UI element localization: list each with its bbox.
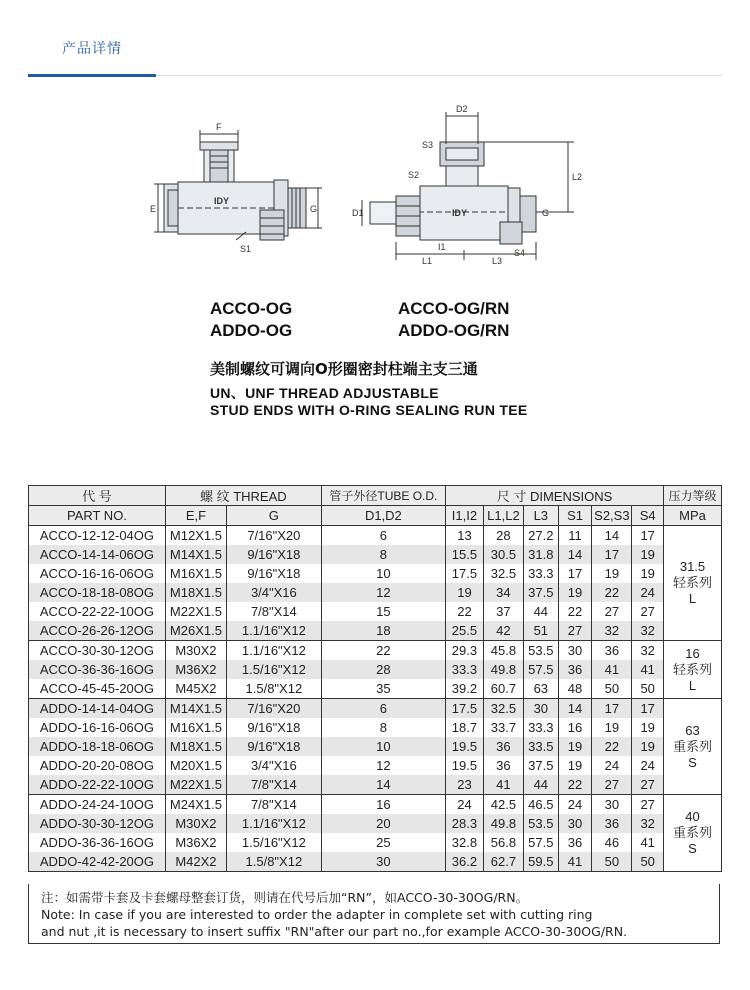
table-cell: 41 [592, 660, 632, 679]
table-cell: ADDO-22-22-10OG [29, 775, 166, 795]
table-cell: 41 [558, 852, 592, 872]
table-cell: 17.5 [446, 699, 484, 719]
col-subheader: D1,D2 [321, 506, 445, 526]
table-cell: ACCO-26-26-12OG [29, 621, 166, 641]
table-subheader-row [29, 506, 722, 526]
table-cell: 42.5 [483, 795, 523, 815]
table-cell: M26X1.5 [165, 621, 226, 641]
table-cell: 59.5 [523, 852, 558, 872]
col-subheader: G [226, 506, 321, 526]
table-cell: 33.7 [483, 718, 523, 737]
table-cell: 50 [632, 852, 664, 872]
table-cell: 31.8 [523, 545, 558, 564]
table-cell: 1.5/8"X12 [226, 679, 321, 699]
table-cell: 20 [321, 814, 445, 833]
table-cell: 60.7 [483, 679, 523, 699]
table-cell: 14 [321, 775, 445, 795]
table-cell: 27.2 [523, 526, 558, 546]
table-cell: ACCO-30-30-12OG [29, 641, 166, 661]
table-cell: 62.7 [483, 852, 523, 872]
table-cell: 16 [558, 718, 592, 737]
table-cell: 34 [483, 583, 523, 602]
table-cell: 53.5 [523, 641, 558, 661]
table-cell: 57.5 [523, 833, 558, 852]
product-title-en-line1: UN、UNF THREAD ADJUSTABLE [210, 385, 439, 401]
table-cell: 28 [321, 660, 445, 679]
dim-i1-label: I1 [438, 242, 446, 252]
table-cell: 9/16"X18 [226, 718, 321, 737]
table-cell: 37.5 [523, 756, 558, 775]
table-cell: 44 [523, 775, 558, 795]
table-cell: 36 [558, 660, 592, 679]
brand-mark: IDY [214, 196, 230, 206]
table-cell: 42 [483, 621, 523, 641]
page-title: 产品详情 [62, 41, 122, 57]
table-cell: 24 [558, 795, 592, 815]
table-cell: 19 [558, 737, 592, 756]
dim-l2-label: L2 [572, 172, 583, 182]
table-cell: 9/16"X18 [226, 737, 321, 756]
table-cell: 36 [483, 737, 523, 756]
pressure-line: 40 [685, 809, 700, 824]
table-cell: 15 [321, 602, 445, 621]
drawing-left [150, 120, 340, 270]
table-cell: 49.8 [483, 814, 523, 833]
table-cell: 25.5 [446, 621, 484, 641]
pressure-line: 轻系列 [673, 661, 713, 677]
table-cell: 1.1/16"X12 [226, 641, 321, 661]
col-header-pressure: 压力等级 [664, 486, 722, 506]
table-cell: 27 [632, 775, 664, 795]
table-cell: 8 [321, 718, 445, 737]
table-cell: 7/16"X20 [226, 526, 321, 546]
pressure-cell [664, 699, 722, 795]
col-subheader: I1,I2 [446, 506, 484, 526]
table-cell: 19 [632, 718, 664, 737]
pressure-line: 16 [685, 645, 700, 661]
table-cell: 32 [632, 814, 664, 833]
table-cell: 22 [592, 737, 632, 756]
table-cell: 19 [632, 737, 664, 756]
table-cell: 19 [592, 564, 632, 583]
table-cell: 16 [321, 795, 445, 815]
table-cell: 8 [321, 545, 445, 564]
col-header-dimensions: 尺 寸 DIMENSIONS [446, 486, 664, 506]
table-cell: 33.5 [523, 737, 558, 756]
table-cell: M14X1.5 [165, 699, 226, 719]
page-header [0, 0, 750, 80]
table-cell: 35 [321, 679, 445, 699]
table-cell: 7/8"X14 [226, 602, 321, 621]
header-accent-bar [28, 74, 156, 77]
model-names-right [398, 298, 509, 342]
table-cell: 27 [632, 795, 664, 815]
table-cell: 36 [483, 756, 523, 775]
table-cell: ADDO-24-24-10OG [29, 795, 166, 815]
dim-f-label: F [216, 122, 222, 132]
table-cell: 50 [592, 852, 632, 872]
table-cell: 7/8"X14 [226, 795, 321, 815]
table-cell: 19.5 [446, 737, 484, 756]
table-cell: 27 [592, 602, 632, 621]
pressure-cell [664, 795, 722, 872]
col-subheader: S4 [632, 506, 664, 526]
product-title-cn: 美制螺纹可调向O形圈密封柱端主支三通 [210, 360, 478, 378]
table-row [29, 852, 722, 872]
dim-s3-label: S3 [422, 140, 434, 150]
table-cell: 33.3 [446, 660, 484, 679]
product-title-en-line2: STUD ENDS WITH O-RING SEALING RUN TEE [210, 402, 528, 418]
drawing-right [352, 104, 584, 268]
table-cell: M20X1.5 [165, 756, 226, 775]
table-row [29, 699, 722, 719]
table-cell: 19 [632, 564, 664, 583]
table-row [29, 679, 722, 699]
dim-g-label-right: G [542, 208, 550, 218]
dim-l3-label: L3 [492, 256, 503, 266]
brand-mark-right: IDY [452, 208, 468, 218]
dim-l1-label: L1 [422, 256, 433, 266]
dim-d1-label: D1 [352, 208, 364, 218]
table-cell: ACCO-22-22-10OG [29, 602, 166, 621]
table-cell: 39.2 [446, 679, 484, 699]
pressure-line: S [688, 841, 697, 856]
table-cell: 7/16"X20 [226, 699, 321, 719]
model-names-left [210, 298, 292, 342]
spec-table [28, 485, 722, 872]
table-row [29, 756, 722, 775]
table-cell: 25 [321, 833, 445, 852]
table-cell: 17.5 [446, 564, 484, 583]
table-cell: 41 [632, 660, 664, 679]
table-cell: 49.8 [483, 660, 523, 679]
table-row [29, 526, 722, 546]
table-cell: 28 [483, 526, 523, 546]
table-row [29, 545, 722, 564]
col-header-code: 代 号 [29, 486, 166, 506]
table-cell: 37 [483, 602, 523, 621]
table-cell: M30X2 [165, 641, 226, 661]
table-cell: ACCO-36-36-16OG [29, 660, 166, 679]
table-cell: 27 [632, 602, 664, 621]
pressure-line: S [688, 754, 697, 770]
pressure-line: 轻系列 [673, 575, 713, 590]
table-cell: M36X2 [165, 660, 226, 679]
table-cell: 30 [321, 852, 445, 872]
table-cell: 32.5 [483, 699, 523, 719]
table-cell: 30 [523, 699, 558, 719]
dim-s4-label: S4 [514, 248, 526, 258]
col-subheader: PART NO. [29, 506, 166, 526]
table-row [29, 641, 722, 661]
table-cell: 32 [592, 621, 632, 641]
table-cell: 56.8 [483, 833, 523, 852]
table-cell: M24X1.5 [165, 795, 226, 815]
table-row [29, 583, 722, 602]
table-cell: ACCO-18-18-08OG [29, 583, 166, 602]
table-cell: 1.1/16"X12 [226, 814, 321, 833]
pressure-line: 31.5 [679, 559, 706, 574]
table-cell: ACCO-12-12-04OG [29, 526, 166, 546]
dim-s1-label: S1 [240, 244, 252, 254]
table-cell: 17 [558, 564, 592, 583]
model-name: ACCO-OG [210, 299, 293, 318]
table-cell: 50 [632, 679, 664, 699]
table-cell: 17 [592, 699, 632, 719]
table-cell: 11 [558, 526, 592, 546]
table-cell: 23 [446, 775, 484, 795]
table-cell: 19 [592, 718, 632, 737]
table-cell: 17 [632, 526, 664, 546]
table-cell: 41 [632, 833, 664, 852]
table-cell: 30 [558, 641, 592, 661]
col-subheader: E,F [165, 506, 226, 526]
pressure-cell [664, 641, 722, 699]
pressure-line: 63 [685, 722, 700, 738]
col-header-tube: 管子外径TUBE O.D. [321, 486, 445, 506]
pressure-line: 重系列 [673, 738, 713, 754]
table-cell: 14 [558, 699, 592, 719]
table-row [29, 775, 722, 795]
pressure-cell [664, 526, 722, 641]
model-name: ACCO-OG/RN [398, 299, 510, 318]
table-cell: 36 [558, 833, 592, 852]
table-cell: 17 [632, 699, 664, 719]
table-cell: 46 [592, 833, 632, 852]
table-cell: 33.3 [523, 718, 558, 737]
table-cell: ADDO-20-20-08OG [29, 756, 166, 775]
table-cell: 9/16"X18 [226, 564, 321, 583]
model-name: ADDO-OG/RN [398, 321, 510, 340]
table-cell: M16X1.5 [165, 718, 226, 737]
table-cell: ACCO-14-14-06OG [29, 545, 166, 564]
table-cell: M18X1.5 [165, 583, 226, 602]
dim-e-label: E [150, 204, 157, 214]
dim-s2-label: S2 [408, 170, 420, 180]
table-cell: 32 [632, 641, 664, 661]
note-en-line2: and nut ,it is necessary to insert suffix "RN"after our part no.,for example ACCO-30-30OG/RN. [41, 924, 628, 939]
dim-g-label: G [310, 204, 318, 214]
table-cell: 19 [632, 545, 664, 564]
col-header-thread: 螺 纹 THREAD [165, 486, 321, 506]
table-cell: ACCO-16-16-06OG [29, 564, 166, 583]
pressure-line: 重系列 [673, 825, 713, 840]
table-cell: ADDO-16-16-06OG [29, 718, 166, 737]
table-header-row [29, 486, 722, 506]
table-cell: 28.3 [446, 814, 484, 833]
table-cell: 36.2 [446, 852, 484, 872]
table-cell: 22 [558, 775, 592, 795]
table-cell: 14 [592, 526, 632, 546]
col-subheader: S2,S3 [592, 506, 632, 526]
table-cell: M42X2 [165, 852, 226, 872]
table-cell: ADDO-36-36-16OG [29, 833, 166, 852]
table-cell: 18.7 [446, 718, 484, 737]
table-cell: 19 [558, 583, 592, 602]
table-cell: 33.3 [523, 564, 558, 583]
table-cell: 27 [558, 621, 592, 641]
table-row [29, 718, 722, 737]
table-cell: 24 [592, 756, 632, 775]
table-cell: 18 [321, 621, 445, 641]
table-cell: ADDO-30-30-12OG [29, 814, 166, 833]
table-cell: 30 [592, 795, 632, 815]
table-cell: 29.3 [446, 641, 484, 661]
table-row [29, 795, 722, 815]
table-row [29, 602, 722, 621]
table-cell: ADDO-42-42-20OG [29, 852, 166, 872]
table-row [29, 833, 722, 852]
table-cell: 1.5/16"X12 [226, 833, 321, 852]
table-cell: 10 [321, 564, 445, 583]
table-cell: 22 [558, 602, 592, 621]
table-cell: 1.5/8"X12 [226, 852, 321, 872]
table-cell: 9/16"X18 [226, 545, 321, 564]
table-row [29, 660, 722, 679]
table-cell: 46.5 [523, 795, 558, 815]
table-cell: M22X1.5 [165, 775, 226, 795]
table-cell: 27 [592, 775, 632, 795]
col-subheader: S1 [558, 506, 592, 526]
table-cell: 19.5 [446, 756, 484, 775]
table-cell: 7/8"X14 [226, 775, 321, 795]
table-cell: M36X2 [165, 833, 226, 852]
dim-d2-label: D2 [456, 104, 468, 114]
table-cell: M12X1.5 [165, 526, 226, 546]
col-subheader: MPa [664, 506, 722, 526]
table-cell: M18X1.5 [165, 737, 226, 756]
table-cell: 30 [558, 814, 592, 833]
table-cell: 12 [321, 756, 445, 775]
table-cell: 53.5 [523, 814, 558, 833]
table-cell: M14X1.5 [165, 545, 226, 564]
table-cell: 48 [558, 679, 592, 699]
table-cell: 24 [632, 756, 664, 775]
table-cell: 14 [558, 545, 592, 564]
table-cell: 22 [592, 583, 632, 602]
table-cell: M45X2 [165, 679, 226, 699]
model-name: ADDO-OG [210, 321, 293, 340]
table-body [29, 526, 722, 872]
table-cell: 32.5 [483, 564, 523, 583]
table-cell: 41 [483, 775, 523, 795]
note-en-line1: Note: In case if you are interested to order the adapter in complete set with cutting ring [41, 907, 593, 922]
table-row [29, 564, 722, 583]
table-cell: 10 [321, 737, 445, 756]
note-cn: 注：如需带卡套及卡套螺母整套订货，则请在代号后加“RN”，如ACCO-30-30OG/RN。 [41, 890, 529, 905]
table-cell: 32.8 [446, 833, 484, 852]
table-cell: 30.5 [483, 545, 523, 564]
table-cell: 51 [523, 621, 558, 641]
table-cell: 36 [592, 814, 632, 833]
pressure-line: L [688, 591, 697, 606]
table-cell: ADDO-18-18-06OG [29, 737, 166, 756]
table-cell: 50 [592, 679, 632, 699]
table-cell: 19 [446, 583, 484, 602]
table-cell: ACCO-45-45-20OG [29, 679, 166, 699]
table-cell: 22 [446, 602, 484, 621]
table-cell: 22 [321, 641, 445, 661]
table-cell: 63 [523, 679, 558, 699]
table-cell: 6 [321, 699, 445, 719]
table-cell: 24 [446, 795, 484, 815]
table-cell: 57.5 [523, 660, 558, 679]
table-cell: 44 [523, 602, 558, 621]
table-cell: 32 [632, 621, 664, 641]
table-cell: ADDO-14-14-04OG [29, 699, 166, 719]
table-cell: 12 [321, 583, 445, 602]
table-cell: 1.5/16"X12 [226, 660, 321, 679]
table-cell: 45.8 [483, 641, 523, 661]
pressure-line: L [688, 677, 697, 693]
table-cell: M30X2 [165, 814, 226, 833]
table-cell: M16X1.5 [165, 564, 226, 583]
table-row [29, 814, 722, 833]
table-cell: 6 [321, 526, 445, 546]
table-row [29, 621, 722, 641]
table-cell: 37.5 [523, 583, 558, 602]
table-cell: 36 [592, 641, 632, 661]
table-cell: M22X1.5 [165, 602, 226, 621]
table-cell: 19 [558, 756, 592, 775]
table-cell: 1.1/16"X12 [226, 621, 321, 641]
table-cell: 13 [446, 526, 484, 546]
table-cell: 24 [632, 583, 664, 602]
order-note [28, 884, 720, 944]
table-cell: 17 [592, 545, 632, 564]
table-cell: 15.5 [446, 545, 484, 564]
table-cell: 3/4"X16 [226, 756, 321, 775]
col-subheader: L3 [523, 506, 558, 526]
table-row [29, 737, 722, 756]
table-cell: 3/4"X16 [226, 583, 321, 602]
col-subheader: L1,L2 [483, 506, 523, 526]
